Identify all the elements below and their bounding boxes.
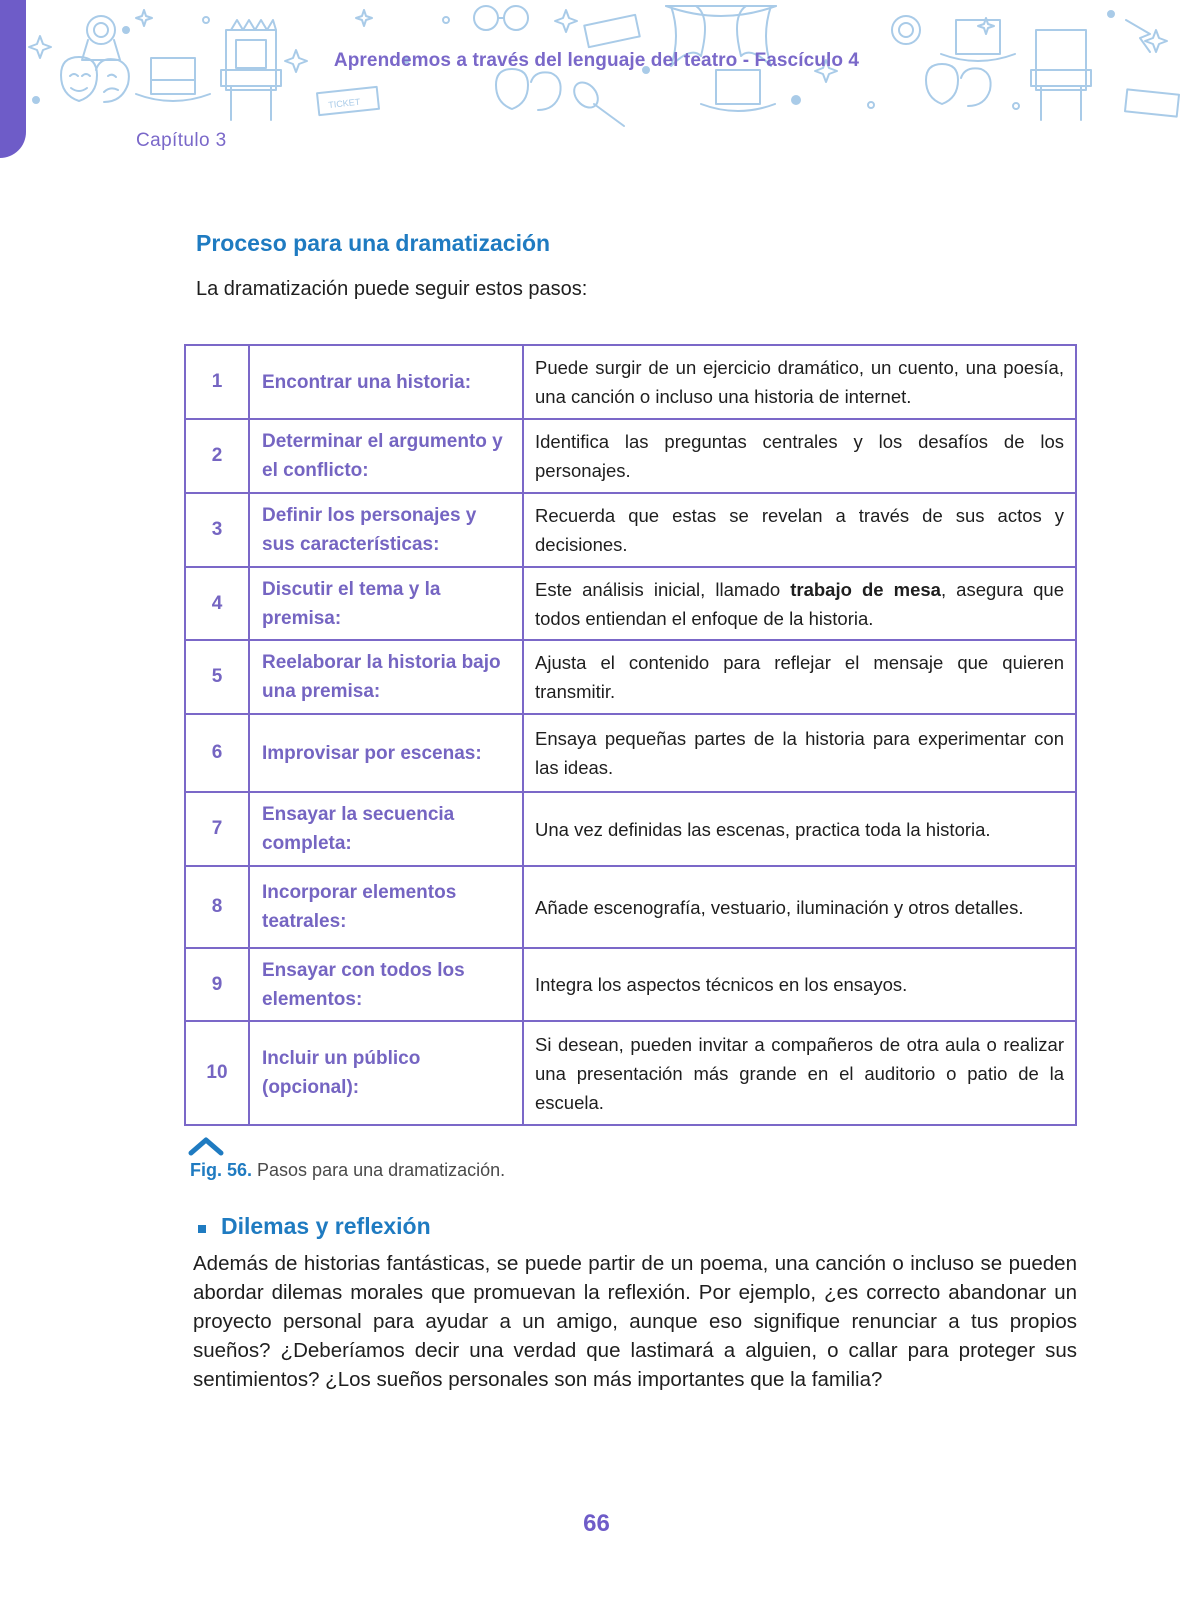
step-description: Recuerda que estas se revelan a través de sus actos y decisiones. (523, 493, 1076, 567)
table-row (185, 345, 1076, 419)
step-name: Improvisar por escenas: (249, 714, 523, 792)
table-row (185, 1021, 1076, 1125)
section-title: Proceso para una dramatización (196, 230, 551, 256)
step-name: Determinar el argumento y el conflicto: (249, 419, 523, 493)
table-row (185, 419, 1076, 493)
step-description: Puede surgir de un ejercicio dramático, un cuento, una poesía, una canción o incluso una historia de internet. (523, 345, 1076, 419)
table-row (185, 640, 1076, 714)
step-number: 2 (185, 419, 249, 493)
step-name: Reelaborar la historia bajo una premisa: (249, 640, 523, 714)
chapter-label: Capítulo 3 (136, 130, 227, 151)
subsection-body: Además de historias fantásticas, se puede partir de un poema, una canción o incluso se pueden abordar dilemas morales que promuevan la reflexión. Por ejemplo, ¿es correcto abandonar un proyecto personal para ayudar a un amigo, aunque eso signifique renunciar a tus propios sueños? ¿Deberíamos decir una verdad que lastimará a alguien, o callar para proteger sus sentimientos? ¿Los sueños personales son más importantes que la familia? (193, 1252, 1077, 1391)
step-name: Discutir el tema y la premisa: (249, 567, 523, 640)
step-number: 8 (185, 866, 249, 948)
table-row (185, 792, 1076, 866)
running-title: Aprendemos a través del lenguaje del teatro - Fascículo 4 (333, 50, 860, 71)
chapter-corner-tab (0, 0, 26, 158)
table-row (185, 714, 1076, 792)
step-number: 6 (185, 714, 249, 792)
step-name: Ensayar con todos los elementos: (249, 948, 523, 1021)
step-number: 4 (185, 567, 249, 640)
section-intro: La dramatización puede seguir estos pasos: (196, 278, 588, 300)
step-description-text: Este análisis inicial, llamado (535, 578, 791, 600)
step-description: Ensaya pequeñas partes de la historia para experimentar con las ideas. (523, 714, 1076, 792)
step-description: Identifica las preguntas centrales y los desafíos de los personajes. (523, 419, 1076, 493)
figure-caption (190, 1160, 505, 1181)
table-row (185, 948, 1076, 1021)
step-number: 1 (185, 345, 249, 419)
subsection-title: Dilemas y reflexión (221, 1213, 431, 1239)
step-number: 7 (185, 792, 249, 866)
chevron-up-icon (188, 1136, 224, 1156)
step-description: Integra los aspectos técnicos en los ensayos. (523, 948, 1076, 1021)
step-description: Una vez definidas las escenas, practica toda la historia. (523, 792, 1076, 866)
table-row (185, 866, 1076, 948)
step-name: Incorporar elementos teatrales: (249, 866, 523, 948)
bullet-square-icon (198, 1225, 206, 1233)
svg-text:TICKET: TICKET (327, 96, 361, 111)
step-description-text: , asegura que todos entiendan el enfoque de la historia. (535, 578, 1064, 629)
figure-label: Fig. 56. (190, 1160, 253, 1180)
figure-caption-text: Pasos para una dramatización. (257, 1160, 506, 1180)
step-number: 10 (185, 1021, 249, 1125)
step-description (523, 567, 1076, 640)
step-description: Si desean, pueden invitar a compañeros de otra aula o realizar una presentación más grande en el auditorio o patio de la escuela. (523, 1021, 1076, 1125)
table-row (185, 493, 1076, 567)
step-number: 3 (185, 493, 249, 567)
page-number: 66 (583, 1510, 610, 1537)
step-number: 9 (185, 948, 249, 1021)
step-name: Encontrar una historia: (249, 345, 523, 419)
step-description: Ajusta el contenido para reflejar el mensaje que quieren transmitir. (523, 640, 1076, 714)
step-name: Definir los personajes y sus características: (249, 493, 523, 567)
table-row (185, 567, 1076, 640)
step-number: 5 (185, 640, 249, 714)
step-description: Añade escenografía, vestuario, iluminación y otros detalles. (523, 866, 1076, 948)
step-description-bold: trabajo de mesa (790, 578, 941, 600)
steps-table (184, 344, 1077, 1126)
binoculars-icon (474, 6, 528, 30)
step-name: Ensayar la secuencia completa: (249, 792, 523, 866)
microphone-icon (569, 78, 624, 126)
step-name: Incluir un público (opcional): (249, 1021, 523, 1125)
ticket-icon (317, 87, 379, 115)
